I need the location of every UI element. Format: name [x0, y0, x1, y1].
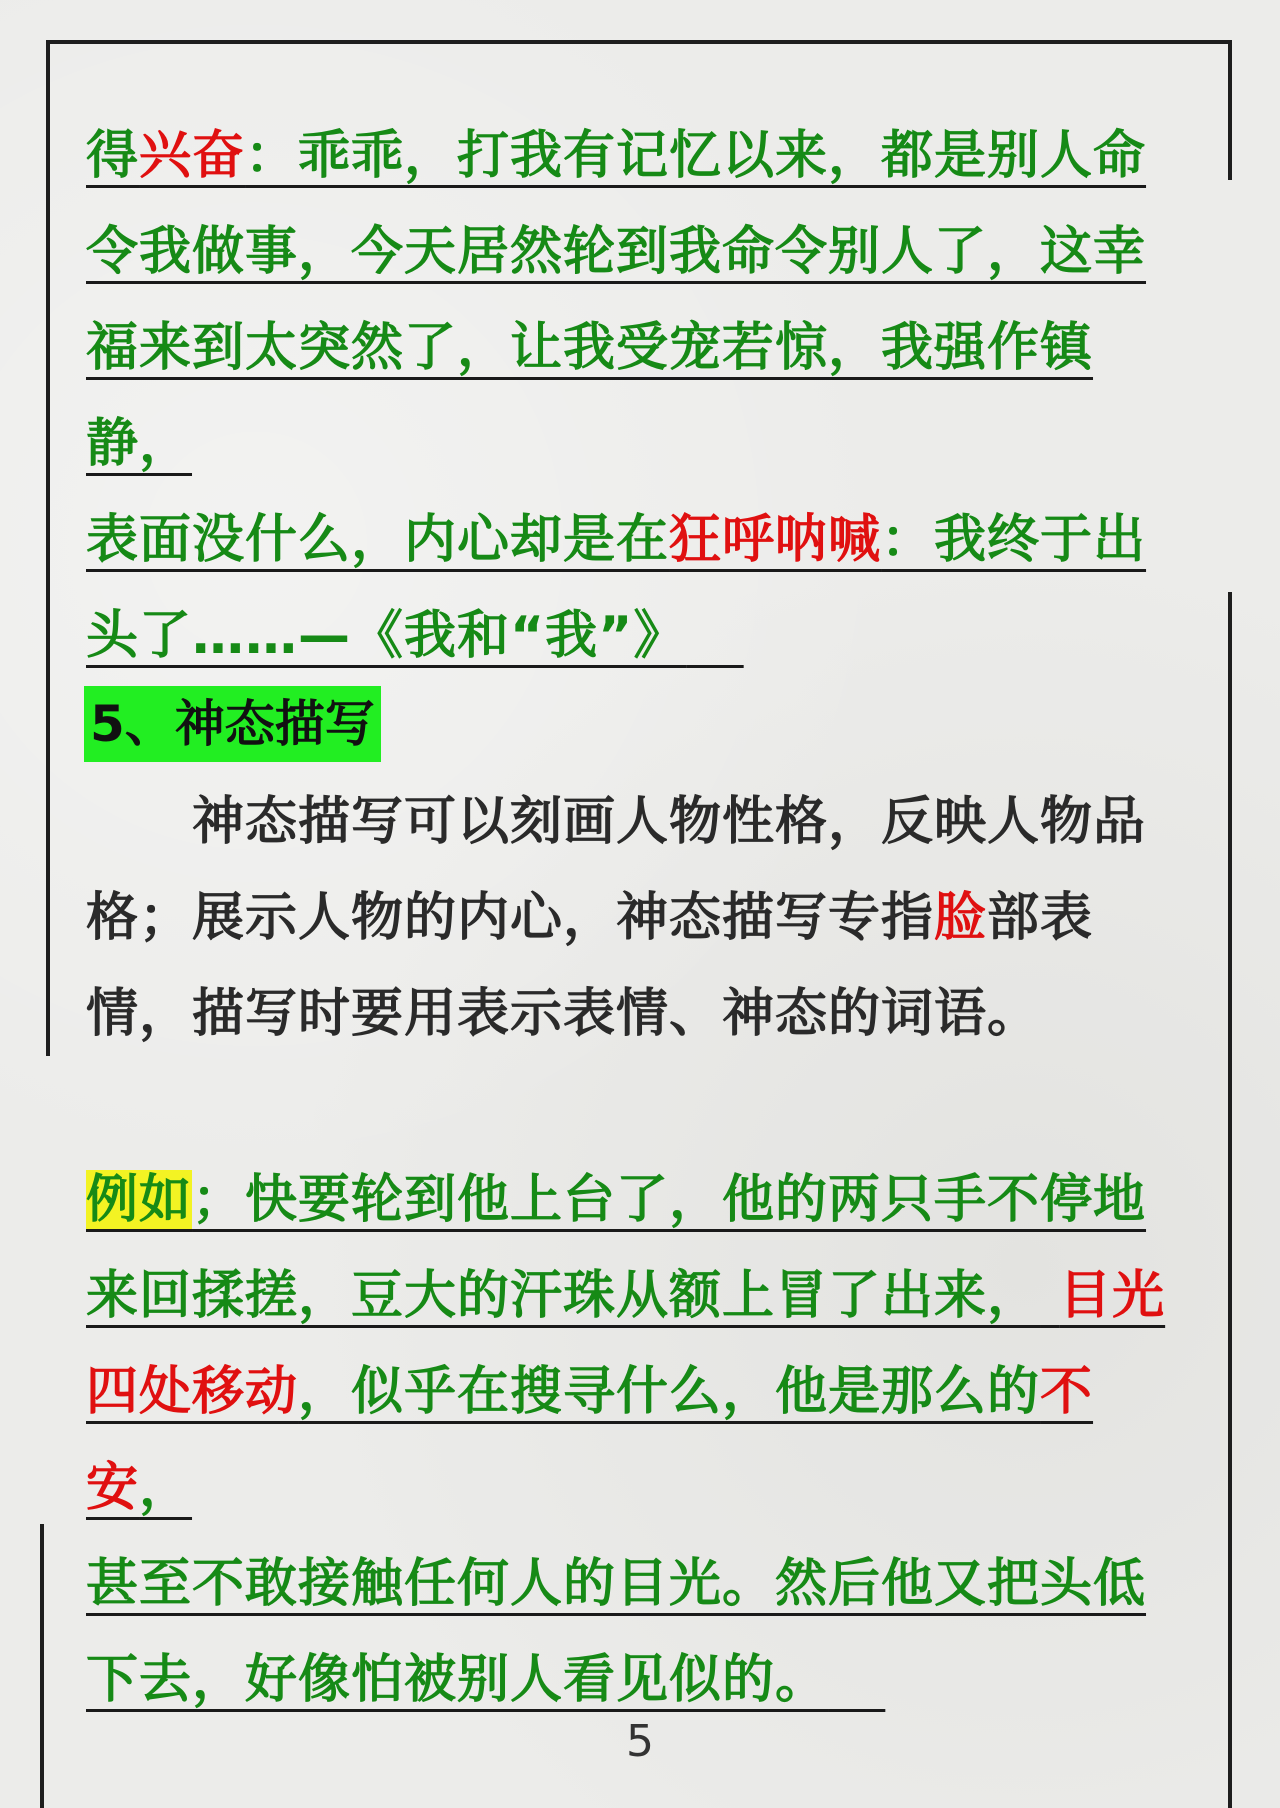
page-number: 5	[626, 1716, 654, 1767]
frame-top-line	[46, 40, 1230, 44]
emphasis-move: 四处移动	[86, 1362, 299, 1422]
emphasis-face: 脸	[934, 888, 988, 948]
frame-left-line-top	[46, 40, 50, 1056]
frame-right-line-mid	[1228, 592, 1232, 1808]
section-heading: 5、神态描写	[84, 686, 381, 762]
emphasis-excited: 兴奋	[139, 126, 246, 186]
example-paragraph	[86, 1152, 1194, 1728]
section-body: 神态描写可以刻画人物性格，反映人物品格；展示人物的内心，神态描写专指脸部表情，描写时要用表示表情、神态的词语。	[86, 792, 1147, 1044]
example-label: 例如	[86, 1170, 193, 1230]
example-text: 例如；快要轮到他上台了，他的两只手不停地 来回揉搓，豆大的汗珠从额上冒了出来， 目光 四处移动，似乎在搜寻什么，他是那么的不安， 甚至不敢接触任何人的目光。然后他又把头低 下去，好像怕被别人看见似的。	[86, 1170, 1166, 1710]
quote-source: 头了……—《我和“我”》	[86, 606, 687, 666]
quote-text: 得兴奋：乖乖，打我有记忆以来，都是别人命 令我做事，今天居然轮到我命令别人了，这幸 福来到太突然了，让我受宠若惊，我强作镇静， 表面没什么，内心却是在狂呼呐喊：我终于出 头了……—《我和“我”》	[86, 126, 1147, 666]
emphasis-gaze: 目光	[1059, 1266, 1166, 1326]
emphasis-shout: 狂呼呐喊	[669, 510, 882, 570]
quote-paragraph	[86, 108, 1194, 684]
emphasis-uneasy: 不安	[86, 1362, 1094, 1518]
frame-right-line-top	[1228, 40, 1232, 180]
